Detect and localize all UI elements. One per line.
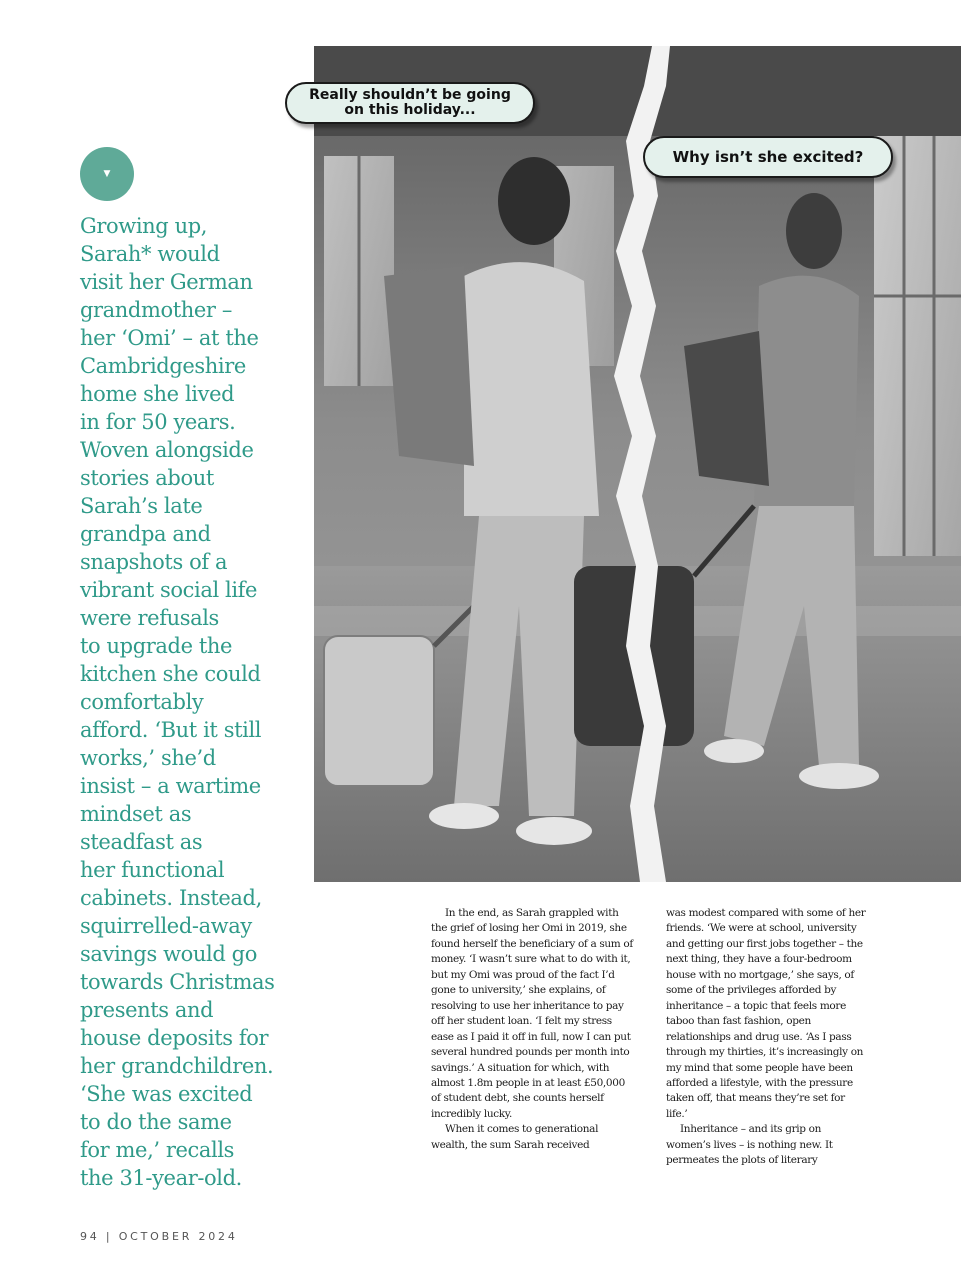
triangle-down-icon: ▼ <box>103 168 111 179</box>
body-paragraph: In the end, as Sarah grappled with the grief of losing her Omi in 2019, she found herself the beneficiary of a sum of money. ‘I wasn’t sure what to do with it, but my Omi was proud of the fact I’d gone to university,’ she explains, of resolving to use her inheritance to pay off her student loan. ‘I felt my stress ease as I paid it off in full, now I can put several hundred pounds per month into savings.’ A situation for which, with almost 1.8m people in at least £50,000 of student debt, she counts herself incredibly lucky. <box>431 907 633 1120</box>
intro-paragraph: Growing up, Sarah* would visit her German grandmother – her ‘Omi’ – at the Cambridgeshire home she lived in for 50 years. Woven alongside stories about Sarah’s late grandpa and snapshots of a vibrant social life were refusals to upgrade the kitchen she could comfortably afford. ‘But it still works,’ she’d insist – a wartime mindset as steadfast as her functional cabinets. Instead, squirrelled-away savings would go towards Christmas presents and house deposits for her grandchildren. ‘She was excited to do the same for me,’ recalls the 31-year-old. <box>80 214 275 1190</box>
speech-bubble-right <box>643 136 893 178</box>
page-folio: 94 | OCTOBER 2024 <box>80 1230 238 1243</box>
speech-bubble-left-text: Really shouldn’t be going on this holiday... <box>309 87 511 118</box>
body-column-1 <box>431 906 633 1153</box>
body-paragraph: Inheritance – and its grip on women’s lives – is nothing new. It permeates the plots of literary <box>666 1123 833 1167</box>
speech-bubble-right-text: Why isn’t she excited? <box>672 147 864 166</box>
speech-bubble-left <box>285 82 535 124</box>
body-paragraph: When it comes to generational wealth, the sum Sarah received <box>431 1123 599 1151</box>
section-badge <box>80 147 134 201</box>
body-column-2 <box>666 906 868 1169</box>
body-paragraph: was modest compared with some of her friends. ‘We were at school, university and getting our first jobs together – the next thing, they have a four-bedroom house with no mortgage,’ she says, of some of the privileges afforded by inheritance – a topic that feels more taboo than fast fashion, open relationships and drug use. ‘As I pass through my thirties, it’s increasingly on my mind that some people have been afforded a lifestyle, with the pressure taken off, that means they’re set for life.’ <box>666 907 866 1120</box>
